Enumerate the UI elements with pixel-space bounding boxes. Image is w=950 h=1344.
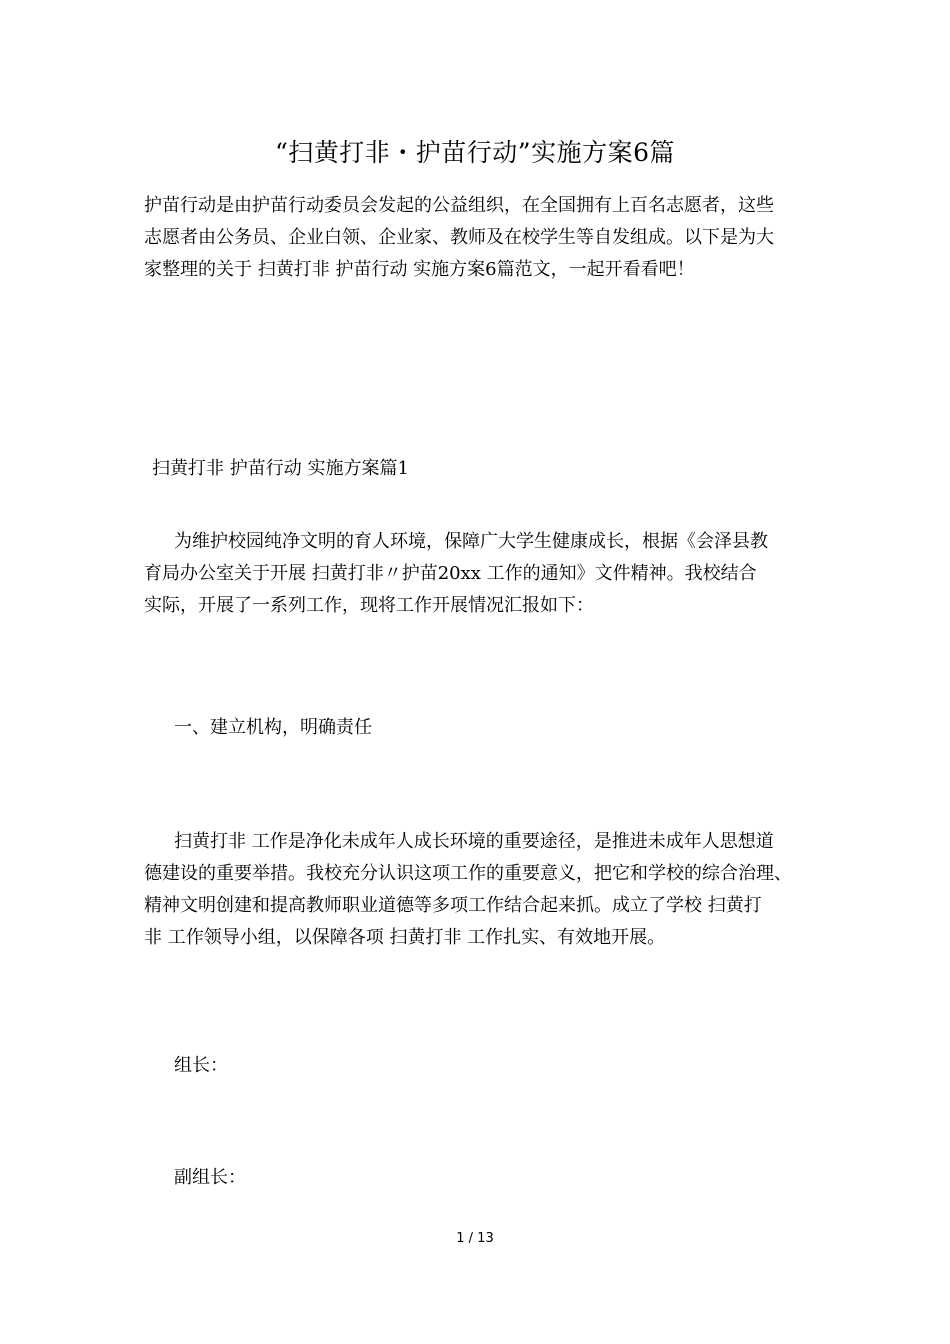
section-title: 扫黄打非 护苗行动 实施方案篇1: [152, 458, 409, 479]
subheading-establish-organization: 一、建立机构，明确责任: [174, 717, 372, 738]
paragraph-line: 扫黄打非 工作是净化未成年人成长环境的重要途径，是推进未成年人思想道: [174, 831, 774, 852]
intro-line: 家整理的关于 扫黄打非 护苗行动 实施方案6篇范文，一起开看看吧！: [144, 259, 695, 280]
document-title: “扫黄打非・护苗行动”实施方案6篇: [275, 138, 675, 167]
paragraph-line: 实际，开展了一系列工作，现将工作开展情况汇报如下：: [144, 595, 594, 616]
intro-paragraph: [144, 190, 808, 286]
paragraph-line: 德建设的重要举措。我校充分认识这项工作的重要意义，把它和学校的综合治理、: [144, 863, 792, 884]
body-paragraph-2: [144, 826, 808, 954]
group-leader-label: 组长：: [174, 1055, 228, 1076]
body-paragraph-1: [144, 526, 808, 622]
paragraph-line: 非 工作领导小组，以保障各项 扫黄打非 工作扎实、有效地开展。: [144, 927, 666, 948]
intro-line: 志愿者由公务员、企业白领、企业家、教师及在校学生等自发组成。以下是为大: [144, 227, 774, 248]
page-number: 1 / 13: [456, 1231, 494, 1246]
paragraph-line: 为维护校园纯净文明的育人环境，保障广大学生健康成长，根据《会泽县教: [174, 531, 768, 552]
paragraph-line: 精神文明创建和提高教师职业道德等多项工作结合起来抓。成立了学校 扫黄打: [144, 895, 762, 916]
deputy-leader-label: 副组长：: [174, 1167, 246, 1188]
intro-line: 护苗行动是由护苗行动委员会发起的公益组织，在全国拥有上百名志愿者，这些: [144, 195, 774, 216]
paragraph-line: 育局办公室关于开展 扫黄打非〃护苗20xx 工作的通知》文件精神。我校结合: [144, 563, 757, 584]
